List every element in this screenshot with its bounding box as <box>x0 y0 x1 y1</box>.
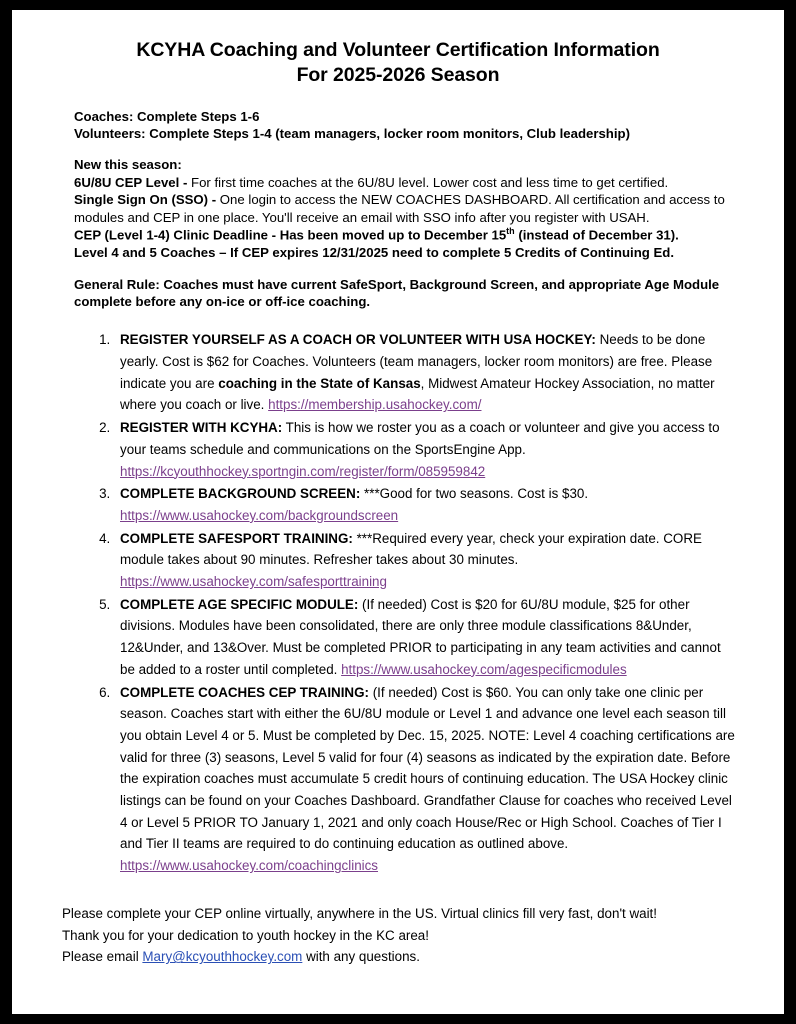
step-item-5 <box>114 594 738 681</box>
step-body: ***Good for two seasons. Cost is $30. <box>360 486 589 502</box>
new-item-sso <box>74 191 738 226</box>
new-item-label: Level 4 and 5 Coaches – <box>74 245 227 261</box>
step-body: (If needed) Cost is $60. You can only take one clinic per season. Coaches start with either the 6U/8U module or Level 1 and advance one level each season till you obtain Level 4 or 5. Must be completed by Dec. 15, 2025. NOTE: Level 4 coaching certifications are valid for three (3) seasons, Level 5 valid for four (4) seasons as indicated by the expiration date. Before the expiration coaches must accumulate 5 credit hours of continuing education. The USA Hockey clinic listings can be found on your Coaches Dashboard. Grandfather Clause for coaches who received Level 4 or Level 5 PRIOR TO January 1, 2021 and only coach House/Rec or High School. Coaches of Tier I and Tier II teams are required to do continuing education as outlined above. <box>120 684 735 852</box>
steps-list <box>58 329 738 877</box>
step-link[interactable]: https://membership.usahockey.com/ <box>268 397 482 413</box>
new-item-clinic-deadline <box>74 226 738 244</box>
footer-line-2: Thank you for your dedication to youth hockey in the KC area! <box>62 927 429 943</box>
footer-line-1: Please complete your CEP online virtually, anywhere in the US. Virtual clinics fill very fast, don't wait! <box>62 905 657 921</box>
step-heading: COMPLETE BACKGROUND SCREEN: <box>120 486 361 502</box>
new-item-cep-level <box>74 174 738 192</box>
step-heading: REGISTER WITH KCYHA: <box>120 420 283 436</box>
step-link[interactable]: https://www.usahockey.com/backgroundscreen <box>120 507 399 523</box>
step-heading: COMPLETE AGE SPECIFIC MODULE: <box>120 596 359 612</box>
coaches-steps-line: Coaches: Complete Steps 1-6 <box>74 108 260 124</box>
step-link[interactable]: https://www.usahockey.com/agespecificmodules <box>341 661 627 677</box>
step-heading: COMPLETE COACHES CEP TRAINING: <box>120 684 369 700</box>
new-item-label: 6U/8U CEP Level - <box>74 174 188 190</box>
new-item-label: CEP (Level 1-4) Clinic Deadline - <box>74 227 277 243</box>
step-item-1 <box>114 329 738 416</box>
step-link[interactable]: https://kcyouthhockey.sportngin.com/register/form/085959842 <box>120 463 486 479</box>
new-item-text: For first time coaches at the 6U/8U level. Lower cost and less time to get certified. <box>187 174 669 190</box>
step-heading: COMPLETE SAFESPORT TRAINING: <box>120 530 353 546</box>
new-item-level-4-5 <box>74 244 738 262</box>
step-body: This is how we roster you as a coach or volunteer and give you access to your teams schedule and communications on the SportsEngine App. <box>120 420 720 457</box>
new-item-text: One login to access the NEW COACHES DASHBOARD. All certification and access to modules and CEP in one place. You'll receive an email with SSO info after you register with USAH. <box>74 192 725 225</box>
footer-line-3 <box>62 946 738 968</box>
footer-line-3-after: with any questions. <box>302 949 420 965</box>
new-this-season-heading: New this season: <box>74 157 182 172</box>
new-this-season-block <box>58 156 738 262</box>
step-body: (If needed) Cost is $20 for 6U/8U module, $25 for other divisions. Modules have been consolidated, there are only three module classifications 8&Under, 12&Under, and 13&Over. Must be completed PRIOR to participating in any team activities and cannot be added to a roster until completed. <box>120 596 721 677</box>
volunteers-steps-line: Volunteers: Complete Steps 1-4 (team managers, locker room monitors, Club leadership) <box>74 126 630 142</box>
title-line-1: KCYHA Coaching and Volunteer Certification Information <box>136 39 660 61</box>
document-page <box>12 10 784 1014</box>
page-title <box>58 38 738 88</box>
step-item-4 <box>114 528 738 593</box>
step-link[interactable]: https://www.usahockey.com/coachingclinics <box>120 858 379 874</box>
new-item-text: If CEP expires 12/31/2025 need to complete 5 Credits of Continuing Ed. <box>226 245 674 261</box>
step-item-2 <box>114 417 738 482</box>
new-item-text-after: (instead of December 31). <box>514 227 679 243</box>
step-body: ***Required every year, check your expiration date. CORE module takes about 90 minutes. Refresher takes about 30 minutes. <box>120 530 702 568</box>
footer-block <box>58 903 738 968</box>
step-body-cont: , Midwest Amateur Hockey Association, no matter where you coach or live. <box>120 375 715 413</box>
step-body-bold-inline: coaching in the State of Kansas <box>218 375 421 391</box>
new-item-text: Has been moved up to December 15 <box>276 227 507 243</box>
step-item-3 <box>114 483 738 526</box>
step-body: Needs to be done yearly. Cost is $62 for Coaches. Volunteers (team managers, locker room monitors) are free. Please indicate you are <box>120 332 713 391</box>
new-item-label: Single Sign On (SSO) - <box>74 192 217 208</box>
general-rule: General Rule: Coaches must have current SafeSport, Background Screen, and appropriate Age Module complete before any on-ice or off-ice coaching. <box>74 276 720 310</box>
step-link[interactable]: https://www.usahockey.com/safesporttraining <box>120 574 387 590</box>
step-item-6 <box>114 682 738 877</box>
footer-line-3-before: Please email <box>62 949 143 965</box>
new-item-superscript: th <box>506 226 515 237</box>
audience-block <box>58 108 738 143</box>
title-line-2: For 2025-2026 Season <box>296 63 500 86</box>
step-heading: REGISTER YOURSELF AS A COACH OR VOLUNTEER WITH USA HOCKEY: <box>120 332 596 348</box>
email-link[interactable]: Mary@kcyouthhockey.com <box>142 949 303 965</box>
